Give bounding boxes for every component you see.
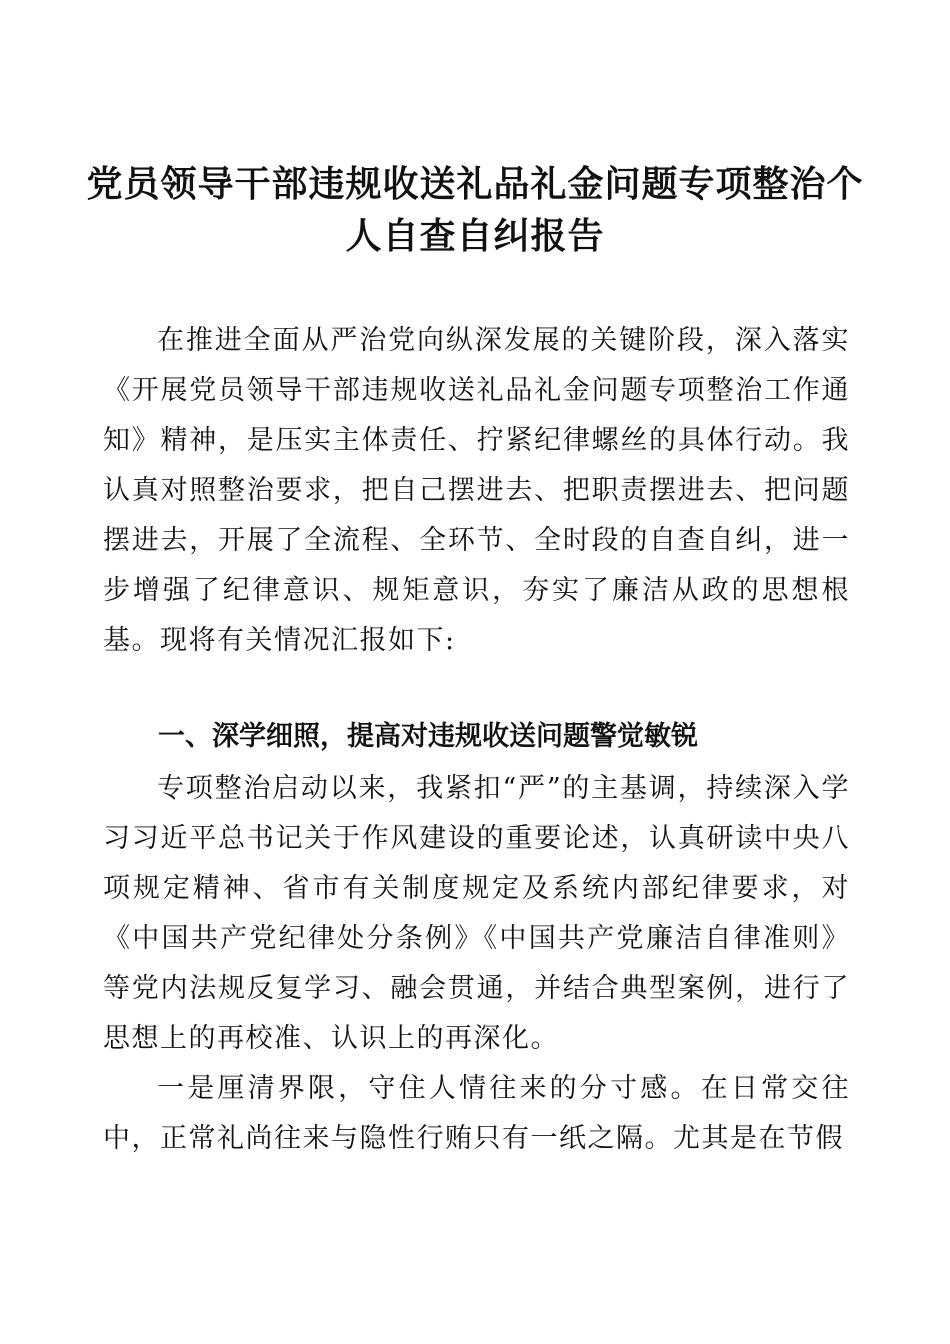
intro-paragraph: 在推进全面从严治党向纵深发展的关键阶段，深入落实《开展党员领导干部违规收送礼品礼金问题专项整治工作通知》精神，是压实主体责任、拧紧纪律螺丝的具体行动。我认真对照整治要求，把自己摆进去、把职责摆进去、把问题摆进去，开展了全流程、全环节、全时段的自查自纠，进一步增强了纪律意识、规矩意识，夯实了廉洁从政的思想根基。现将有关情况汇报如下: [103, 325, 850, 656]
section-one-paragraph: 专项整治启动以来，我紧扣“严”的主基调，持续深入学习习近平总书记关于作风建设的重要论述，认真研读中央八项规定精神、省市有关制度规定及系统内部纪律要求，对《中国共产党纪律处分条例》《中国共产党廉洁自律准则》等党内法规反复学习、融会贯通，并结合典型案例，进行了思想上的再校准、认识上的再深化。 [103, 773, 850, 1054]
document-title: 党员领导干部违规收送礼品礼金问题专项整治个人自查自纠报告 [86, 163, 864, 257]
point-one-paragraph: 一是厘清界限，守住人情往来的分寸感。在日常交往中，正常礼尚往来与隐性行贿只有一纸之隔。尤其是在节假 [103, 1073, 850, 1154]
section-one-heading: 一、深学细照，提高对违规收送问题警觉敏锐 [158, 721, 698, 752]
